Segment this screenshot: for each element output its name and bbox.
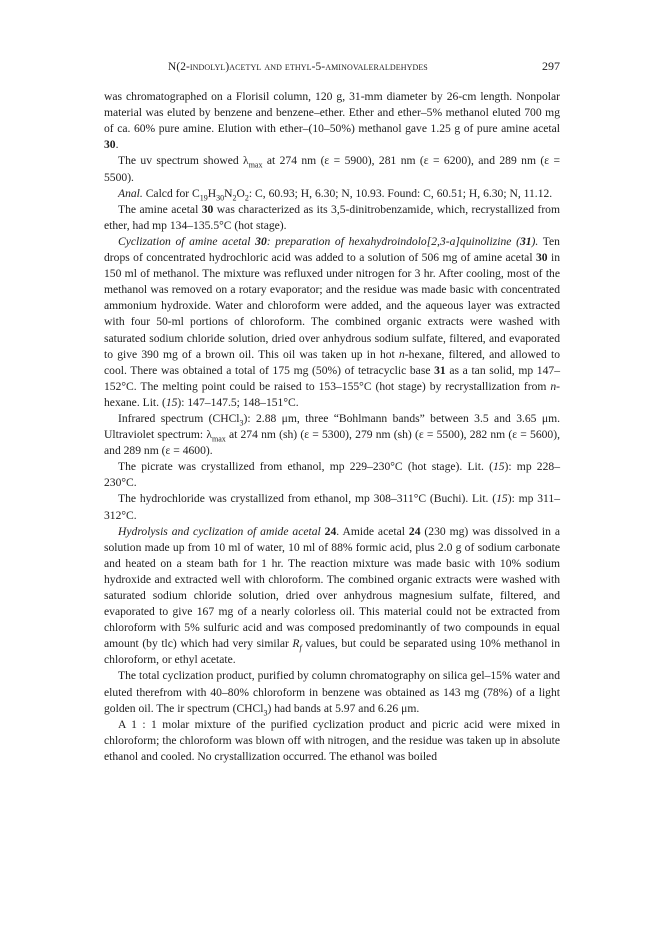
- text-run: : C, 60.93; H, 6.30; N, 10.93. Found: C, 60.51; H, 6.30; N, 11.12.: [248, 186, 553, 200]
- text-run: was chromatographed on a Florisil column, 120 g, 31-mm diameter by 26-cm length. Nonpolar material was eluted by benzene and benzene–ether. Ether and ether–5% methanol eluted 700 mg of ca. 60% pure amine. Elution with ether–(10–50%) methanol gave 1.25 g of pure amine acetal: [104, 90, 560, 136]
- text-run: 30: [535, 251, 548, 265]
- text-run: -hexane, filtered, and allowed to cool. There was obtained a total of 175 mg (50%) of tetracyclic base: [104, 347, 561, 377]
- text-run: at 274 nm (ε = 5900), 281 nm (ε = 6200), and 289 nm (ε = 5500).: [104, 154, 560, 184]
- running-head: N(2-indolyl)acetyl and ethyl-5-aminovaleraldehydes: [168, 61, 428, 73]
- text-run: Ten drops of concentrated hydrochloric acid was added to a solution of 506 mg of amine acetal: [104, 234, 560, 265]
- text-run: ): mp 228–230°C.: [104, 460, 560, 490]
- text-run: The total cyclization product, purified by column chromatography on silica gel–15% water and eluted therefrom with 40–80% chloroform in benzene was obtained as 143 mg (78%) of a light golden oil. The ir spectrum (CHCl: [104, 669, 560, 715]
- text-run: .: [115, 138, 119, 152]
- text-run: 30: [104, 138, 116, 152]
- journal-page: [104, 58, 560, 765]
- page-header: [104, 58, 560, 75]
- text-run: ) had bands at 5.97 and 6.26 μm.: [267, 701, 420, 715]
- text-run: H: [207, 186, 217, 200]
- text-run: The hydrochloride was crystallized from ethanol, mp 308–311°C (Buchi). Lit. (: [118, 492, 497, 506]
- text-run: 3: [239, 418, 244, 428]
- text-run: as a tan solid, mp 147–152°C. The melting point could be raised to 153–155°C (hot stage) by recrystallization from: [104, 363, 560, 393]
- paragraph: [104, 491, 560, 523]
- text-run: O: [236, 186, 245, 200]
- paragraph: [104, 459, 560, 491]
- page-number: 297: [542, 59, 560, 73]
- text-run: 15: [496, 492, 508, 506]
- text-run: n: [550, 379, 557, 393]
- text-run: A 1 : 1 molar mixture of the purified cyclization product and picric acid were mixed in chloroform; the chloroform was blown off with nitrogen, and the residue was taken up in absolute ethanol and cooled. No crystallization occurred. The ethanol was boiled: [104, 717, 560, 763]
- text-run: 30: [201, 202, 214, 216]
- paragraph: [104, 668, 560, 716]
- text-run: 2: [232, 192, 237, 202]
- text-run: 31: [519, 234, 532, 248]
- text-run: 24: [324, 524, 337, 538]
- paragraph: [104, 153, 560, 185]
- text-run: 15: [492, 460, 505, 474]
- text-run: Cyclization of amine acetal: [118, 234, 256, 248]
- text-run: n: [398, 347, 405, 361]
- text-run: The picrate was crystallized from ethanol, mp 229–230°C (hot stage). Lit. (: [118, 460, 493, 474]
- text-run: Hydrolysis and cyclization of amide acetal: [118, 524, 325, 538]
- text-run: (230 mg) was dissolved in a solution made up from 10 ml of water, 10 ml of 88% formic acid, plus 2.0 g of sodium carbonate and heated on a steam bath for 1 hr. The reaction mixture was made basic with 10% sodium hydroxide and extracted well with chloroform. The combined organic extracts were washed with saturated sodium chloride solution, dried over anhydrous magnesium sulfate, filtered, and evaporated to give 167 mg of a nearly colorless oil. This material could not be extracted from chloroform with 5% sulfuric acid and was composed predominantly of two compounds in equal amount (by tlc) which had very similar: [104, 524, 560, 651]
- text-run: R: [292, 637, 300, 651]
- paragraph: [104, 186, 560, 202]
- text-run: ): 2.88 μm, three “Bohlmann bands” between 3.5 and 3.65 μm. Ultraviolet spectrum: λ: [104, 411, 560, 442]
- text-run: The amine acetal: [118, 202, 202, 216]
- text-run: Calcd for C: [142, 186, 200, 200]
- text-run: was characterized as its 3,5-dinitrobenzamide, which, recrystallized from ether, had mp 134–135.5°C (hot stage).: [104, 202, 560, 232]
- text-run: max: [211, 434, 226, 444]
- text-run: N: [224, 186, 233, 200]
- text-run: 24: [408, 524, 421, 538]
- paragraph: [104, 234, 560, 411]
- text-run: ): mp 311–312°C.: [104, 492, 560, 522]
- text-run: max: [248, 160, 263, 170]
- text-run: 3: [263, 707, 268, 717]
- text-run: Anal.: [118, 186, 143, 200]
- paragraph: [104, 717, 560, 765]
- text-run: ).: [531, 234, 539, 248]
- paragraph: [104, 524, 560, 669]
- text-run: 30: [255, 234, 267, 248]
- text-run: values, but could be separated using 10% methanol in chloroform, or ethyl acetate.: [104, 637, 560, 667]
- text-run: -hexane. Lit. (: [104, 379, 560, 409]
- text-run: 30: [216, 192, 225, 202]
- text-run: 31: [434, 363, 446, 377]
- text-run: in 150 ml of methanol. The mixture was refluxed under nitrogen for 3 hr. After cooling, most of the methanol was removed on a rotary evaporator; and the residue was made basic with concentrated ammonium hydroxide. Water and chloroform were added, and the aqueous layer was extracted with four 50-ml portions of chloroform. The combined organic extracts were washed with saturated sodium chloride solution, dried over anhydrous sodium sulfate, filtered, and evaporated to give 390 mg of a brown oil. This oil was taken up in hot: [104, 251, 560, 361]
- text-run: ): 147–147.5; 148–151°C.: [177, 395, 299, 409]
- text-run: at 274 nm (sh) (ε = 5300), 279 nm (sh) (ε = 5500), 282 nm (ε = 5600), and 289 nm (ε = 4600).: [104, 428, 560, 458]
- text-run: f: [299, 643, 302, 653]
- text-run: Infrared spectrum (CHCl: [118, 411, 240, 425]
- text-run: 15: [165, 395, 178, 409]
- text-run: : preparation of hexahydroindolo[2,3-a]quinolizine (: [266, 234, 520, 248]
- paragraph: [104, 202, 560, 234]
- text-run: 2: [244, 192, 249, 202]
- text-run: 19: [199, 192, 208, 202]
- paragraph: [104, 411, 560, 459]
- body-text: [104, 89, 560, 765]
- text-run: . Amide acetal: [336, 524, 409, 538]
- paragraph: [104, 89, 560, 153]
- text-run: The uv spectrum showed λ: [118, 154, 249, 168]
